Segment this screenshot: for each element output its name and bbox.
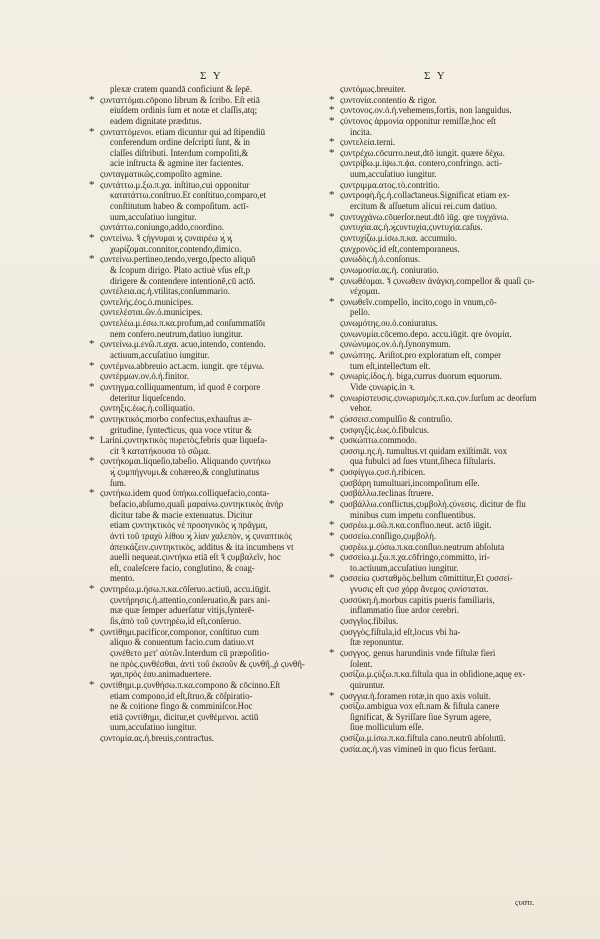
text-line	[100, 350, 330, 361]
text-line: * ϛυντήκομαι.liqueſio,tabeſio. Aliquando ϛυντήκω	[89, 455, 271, 468]
line-text: ſignificat, & Syriſſare ſiue Syrum agere,	[350, 711, 492, 722]
text-line: * ϛυντίθημι.μ.ϛυνθήσω.π.κα.compono & cōcinno.Eſt	[89, 678, 281, 691]
text-line	[100, 467, 330, 478]
text-line	[100, 371, 330, 382]
text-line	[100, 307, 330, 318]
text-line	[340, 169, 570, 180]
line-text: conferendum ordine deſcripti ſunt, & in	[110, 137, 250, 148]
text-line	[340, 733, 570, 744]
line-text: ϛυντομία.ας.ἡ.breuis,contraƈtus.	[100, 733, 214, 744]
text-line	[100, 722, 330, 733]
line-text: ἀπεικάζειν.ϛυντηκτικὸς, additus & ita incumbens vt	[110, 541, 294, 552]
text-line	[340, 84, 570, 95]
text-line	[340, 307, 570, 318]
text-line: * ϛυνταττόμενοι. etiam dicuntur qui ad ſtipendiū	[89, 125, 266, 138]
text-line: * ϛυσσείω ϛυσταθμὸς.bellum cōmittitur,Et ϛυσσεί-	[329, 572, 513, 585]
line-text: eadem dignitate prædıtus.	[110, 115, 202, 126]
text-line	[100, 265, 330, 276]
line-text: ϛυντίθημι.pacificor,componor, conſtituo cum	[100, 626, 259, 637]
line-text: ϛυντηρέω.μ.ήσω.π.κα.cōſeruo.actiuū, accu.iūgit.	[100, 584, 271, 595]
text-line	[100, 201, 330, 212]
line-text: ϛυντελής.ἐος.ὁ.municipes.	[100, 296, 194, 307]
text-line	[100, 158, 330, 169]
line-text: etiam ϛυντηκτικὸς νὲ προσηνικὸς ϗ̀ πρᾶγμα,	[110, 520, 268, 531]
text-line	[340, 425, 570, 436]
line-text: κατατάττω.conſtruo.Et conſtituo,comparo,et	[110, 190, 267, 201]
line-text: ſtæ reponuntur.	[350, 637, 404, 648]
line-text: nem confero.neutrum,datiuo iungitur.	[110, 328, 243, 339]
line-text: ϛυντονία.contentio & rigor.	[340, 94, 437, 105]
text-line: * ϛυντηγμα.colliquamentum, id quod ē corpore	[89, 380, 261, 393]
text-line	[100, 244, 330, 255]
text-line: * ϛυντηκτικός.morbo confectus,exhauſtus æ-	[89, 412, 252, 425]
line-text: γνυσις eſt ϛυσ χόρρ ἄνεμος ϛυνίσταται.	[350, 584, 489, 595]
text-line	[100, 701, 330, 712]
text-line	[100, 169, 330, 180]
line-text: ϛυνωνυμία.cōcemo.depo. accu.iūgit. qre ὀνομία.	[340, 328, 512, 339]
text-line	[100, 648, 330, 659]
text-line	[100, 605, 330, 616]
line-text: ϛυντήκω.idem quod ὑπήκω.colliquefacio,conta-	[100, 488, 270, 499]
line-text: incita.	[350, 126, 372, 137]
line-text: ϛυνώπτης. Ariſtot.pro exploratum eſt, comper	[340, 350, 502, 361]
line-text: dirigere & contendere intentionē,cū actō.	[110, 275, 256, 286]
line-text: ϗ̀ ϛυμπήγνυμι.& cohæreo,& conglutinatus	[110, 467, 260, 478]
text-line	[340, 233, 570, 244]
line-text: ϛυσγγῖος.fibilus.	[340, 616, 399, 627]
line-text: ϛυνέθετο μετ' αὐτῶν.Interdum cū præpoſitio-	[110, 647, 270, 658]
line-text: ϛυσίζω.μ.ίσω.π.κα.fiſtula cano.neutrū abſolutū.	[340, 733, 506, 744]
text-line	[340, 616, 570, 627]
line-text: ϛυνωρίστευσις.ϛυνωρισμὸς.π.κα.ϛυν.ſurſum ac deorſum	[340, 392, 537, 403]
line-text: ϛυνωθέομαι. ꝛ̃ ϛυνωθειν ἀνάγκη.compellor & quaſi ϛυ-	[340, 275, 535, 286]
line-text: ϛυσγγια.ἡ.foramen rotæ,in quo axis voluit.	[340, 690, 491, 701]
text-line: * ϛυντυγχάνω.cōuerſor.neut.dtō iūg. qre τυγχάνω.	[329, 210, 509, 223]
text-line: * ϛυνωρὶς.ἰδος.ἡ. biga,currus duorum equorum.	[329, 370, 502, 383]
line-text: cit ꝛ̃ κατατήκουσα τὸ σῶμα.	[110, 445, 211, 456]
line-text: uum,accuſatiuo iungitur.	[110, 211, 197, 222]
line-text: ϛυντονος.ον.ὁ.ἡ.vehemens,fortis, non languidus.	[340, 105, 512, 116]
line-text: χωρίζομαι.connitor,contendo,dimico.	[110, 243, 242, 254]
line-text: ϗαι,πρὸς ἑαυ.animaduertere.	[110, 669, 212, 680]
text-line	[340, 286, 570, 297]
text-line	[100, 105, 330, 116]
text-line	[340, 488, 570, 499]
line-text: ϛυσρέω.μ.ϛύσω.π.κα.conſluo.neutrum abſoluta	[340, 541, 505, 552]
text-line: * ϛυντρέχω.cōcurro.neut,dtō iungit. quære δέχω.	[329, 146, 505, 159]
line-text: Vide ϛυνωρίς.in ꝛ.	[350, 381, 416, 392]
line-text: ϛυντυγχάνω.cōuerſor.neut.dtō iūg. qre τυγχάνω.	[340, 211, 509, 222]
line-text: ϛυνωδὸς.ἡ.ὁ.conſonus.	[340, 254, 421, 265]
line-text: ϛυντέρμων.ον.ὁ.ἡ.finitor.	[100, 371, 189, 382]
line-text: uum,accuſatiuo iungitur.	[110, 722, 197, 733]
text-line: * ϛυντροφὴ.ῆς.ἡ.collaƈtaneus.Significat etiam ex-	[329, 189, 510, 202]
text-line: * ϛυντάττω.μ.ξω.π.χα. inſtituo,cui opponitur	[89, 178, 250, 191]
text-line	[340, 680, 570, 691]
text-line	[340, 244, 570, 255]
header-right-letters: Σ Υ	[424, 70, 447, 82]
text-line	[340, 329, 570, 340]
line-text: ϛυντήρησις.ἡ.attentio,conſeruatio,& pars ani-	[110, 594, 271, 605]
text-line	[100, 552, 330, 563]
text-line	[100, 403, 330, 414]
text-line	[100, 659, 330, 670]
line-text: ϛυσφίγγω.ϛυσ.ἡ.ribicen.	[340, 467, 426, 478]
line-text: & ſcopum dirigo. Plato actiuè vſus eſt,p	[110, 264, 251, 275]
text-line	[340, 712, 570, 723]
line-text: ϛυνωμότης.ου.ὁ.coniuratus.	[340, 318, 439, 329]
line-text: ϛυσρέω.μ.σῶ.π.κα.confluo.neut. actō iūgit.	[340, 520, 492, 531]
text-line	[100, 563, 330, 574]
line-text: ϛυντηγμα.colliquamentum, id quod ē corpore	[100, 381, 261, 392]
text-line	[100, 616, 330, 627]
text-line	[340, 180, 570, 191]
line-text: ϛυντέλεια.ας.ἡ.vtilitas,conſummario.	[100, 286, 230, 297]
line-text: plexæ cratem quandā conficiunt & ſepē.	[110, 84, 252, 94]
text-line	[340, 605, 570, 616]
text-line	[340, 254, 570, 265]
text-line: * Larini.ϛυντηκτικὸς πυρετὸς,febris quæ liquefa-	[89, 434, 268, 447]
line-text: ϛυντυχία.ας.ἡ.ϗ̀ϛυντυχία,ϛυντυχία.caſus.	[340, 222, 483, 233]
line-text: uum,accuſatiuo iungitur.	[350, 169, 437, 180]
text-line	[340, 318, 570, 329]
line-text: ϛυντάττω.coniungo,addo,coordino.	[100, 222, 225, 233]
line-text: ϛυσβάλλω.conflictus,ϛυμβολὴ.ϛύνεσις. dicitur de flu	[340, 498, 526, 509]
header-left-letters: Σ Υ	[200, 70, 223, 82]
line-text: ϛυσσείω.conſligo,ϛυμβολὴ.	[340, 530, 437, 541]
text-line	[340, 701, 570, 712]
text-line: * ϛυντελεία.terni.	[329, 136, 396, 149]
text-line	[100, 712, 330, 723]
line-text: aliquo & conuentum facio.cum datiuo.vt	[110, 637, 254, 648]
line-text: ercitum & aſſuetum alicui rei.cum datiuo.	[350, 201, 498, 212]
text-line	[100, 222, 330, 233]
line-text: befacio,abſumo,quaſi μαραίνω.ϛυντηκτικὸς ἀνὴρ	[110, 498, 284, 509]
line-text: ϛυνωρὶς.ἰδος.ἡ. biga,currus duorum equorum.	[340, 371, 502, 382]
text-line	[340, 222, 570, 233]
text-line: * ϛυνωθεῖν.compello, incito,cogo in vnum,cō-	[329, 295, 497, 308]
line-text: dicitur tabe & macie extenuatus. Dicitur	[110, 509, 253, 520]
text-line	[100, 212, 330, 223]
text-line	[100, 425, 330, 436]
line-text: ϛυνώνυμος.ον.ὁ.ἡ.ſynonymum.	[340, 339, 451, 350]
line-text: ϛυσσύκη.ἡ.morbus capitis pueris familiaris,	[340, 594, 495, 605]
line-text: ϛυνωθεῖν.compello, incito,cogo in vnum,cō-	[340, 296, 497, 307]
line-text: ϛυνταγματικῶς.compoſito agmine.	[100, 169, 223, 180]
text-line	[340, 722, 570, 733]
text-line	[340, 201, 570, 212]
line-text: tum eſt,intelleƈtum eſt.	[350, 360, 431, 371]
line-text: ϛυσγγος. genus harundinis vnde fiſtulæ fieri	[340, 647, 496, 658]
text-line: * ϛυνταττόμαι.cōpono librum & ſcribo. Eſt etiā	[89, 93, 260, 106]
text-line: * ϛυντηρέω.μ.ήσω.π.κα.cōſeruo.actiuū, accu.iūgit.	[89, 583, 271, 596]
left-column	[89, 84, 330, 744]
line-text: etiā ϛυντίθημι, dicitur,et ϛυνθέμενοι. actiū	[110, 711, 259, 722]
text-line	[340, 744, 570, 755]
line-text: ϛυντάττω.μ.ξω.π.χα. inſtituo,cui opponitur	[100, 179, 250, 190]
text-line	[100, 733, 330, 744]
text-line: * ϛυσβάλλω.conflictus,ϛυμβολὴ.ϛύνεσις. dicitur de flu	[329, 497, 526, 510]
line-text: ϛυνταττόμενοι. etiam dicuntur qui ad ſtipendiū	[100, 126, 266, 137]
line-text: ϛυντελεία.terni.	[340, 137, 396, 148]
line-text: ϛύσσεισ.compulſio & contruſio.	[340, 413, 453, 424]
line-text: ϛυσσείω ϛυσταθμὸς.bellum cōmittitur,Et ϛυσσεί-	[340, 573, 513, 584]
line-text: ϛυντυχίζω.μ.ίσω.π.κα. accumulo.	[340, 232, 457, 243]
text-line: * ϛυσκώπτω.commodo.	[329, 434, 417, 447]
text-line	[100, 116, 330, 127]
text-line: * ϛυσσείω.conſligo,ϛυμβολὴ.	[329, 529, 437, 542]
line-text: ϛυντόμως.breuiter.	[340, 84, 406, 94]
text-line: * ϛυντήκω.idem quod ὑπήκω.colliquefacio,conta-	[89, 487, 270, 500]
text-line: * ϛυντείνω.μ.ενῶ.π.αχα. acuo,intendo, contendo.	[89, 338, 266, 351]
line-text: ϛυντελέω.μ.έσω.π.κα.profum,ad conſummatīōı	[100, 318, 266, 329]
text-line: * ϛύσσεισ.compulſio & contruſio.	[329, 412, 453, 425]
text-line	[100, 595, 330, 606]
line-text: actiuum,accuſatiuo iungitur.	[110, 350, 210, 361]
text-line	[100, 84, 330, 95]
line-text: minibus cum impetu confluentibus.	[350, 509, 476, 520]
line-text: ϛυσία.ας.ἡ.vas vimineū in quo ficus ferūant.	[340, 743, 497, 754]
text-line	[340, 627, 570, 638]
catchword: ϛυστι.	[515, 897, 535, 907]
text-line: * ϛυσφίγγω.ϛυσ.ἡ.ribicen.	[329, 466, 426, 479]
text-line	[100, 499, 330, 510]
text-line: * ϛυντίθημι.pacificor,componor, conſtituo cum	[89, 625, 259, 638]
text-line	[340, 382, 570, 393]
text-line	[100, 520, 330, 531]
text-line	[340, 542, 570, 553]
text-line	[340, 595, 570, 606]
text-line: * ϛυνωθέομαι. ꝛ̃ ϛυνωθειν ἀνάγκη.compellor & quaſi ϛυ-	[329, 274, 535, 287]
line-text: ϛυνωμοσία.ας.ἡ. coniuratio.	[340, 264, 439, 275]
text-line: * ϛυσρέω.μ.σῶ.π.κα.confluo.neut. actō iūgit.	[329, 519, 492, 532]
line-text: ϛυνχρονὸς.id eſt,contemporaneus.	[340, 243, 460, 254]
line-text: pello.	[350, 307, 370, 318]
right-column	[329, 84, 570, 754]
line-text: ϛυντροφὴ.ῆς.ἡ.collaƈtaneus.Significat etiam ex-	[340, 190, 510, 201]
line-text: ne & coitione fingo & comminiſcor.Hoc	[110, 701, 253, 712]
line-text: eſt, coaleſcere facio, conglutino, & coag-	[110, 562, 255, 573]
text-line: * ϛυσγγια.ἡ.foramen rotæ,in quo axis voluit.	[329, 689, 491, 702]
line-text: Larini.ϛυντηκτικὸς πυρετὸς,febris quæ liquefa-	[100, 435, 268, 446]
line-text: ſolent.	[350, 658, 373, 669]
line-text: conſtitutum habeo & compoſitum. actī-	[110, 201, 249, 212]
line-text: ϛυσίζω.μ.ϛύξω.π.κα.fiſtula qua in obſidione,aquę ex-	[340, 669, 526, 680]
line-text: eiuſdem ordinis ſum et notæ et claſſis,atq;	[110, 105, 258, 116]
text-line	[100, 478, 330, 489]
text-line	[340, 339, 570, 350]
line-text: mento.	[110, 573, 135, 584]
text-line	[100, 137, 330, 148]
text-line	[340, 659, 570, 670]
line-text: ſiue molliculum eſſe.	[350, 722, 424, 733]
text-line: * ϛυντονος.ον.ὁ.ἡ.vehemens,fortis, non languidus.	[329, 104, 512, 117]
line-text: quiruntur.	[350, 679, 385, 690]
line-text: acie inſtructa & agmine iter facientes.	[110, 158, 244, 169]
line-text: ϛυσβάλλω.teclinas ſtruere.	[340, 488, 434, 499]
text-line	[100, 286, 330, 297]
text-line	[340, 158, 570, 169]
text-line: * ϛυνωρίστευσις.ϛυνωρισμὸς.π.κα.ϛυν.ſurſum ac deorſum	[329, 391, 537, 404]
text-line: * ϛύντονος ἁρμονία opponitur remiſſæ,hoc eſt	[329, 114, 496, 127]
line-text: ἀντὶ τοῦ τραχὺ λίθου ϗ̀ λίαν χαλεπὸν, ϗ̀ ϛυναπτικὸς	[110, 530, 293, 541]
line-text: etiam compono,id eſt,ſtruo,& cōſpiratio-	[110, 690, 253, 701]
line-text: ϛυσίζω.ambigua vox eſt.nam & fiſtula canere	[340, 701, 500, 712]
line-text: auelli nequeat.ϛυντήκω etiā eſt ꝛ̃ ϛυμβαλεῖν, hoc	[110, 552, 281, 563]
text-line	[340, 478, 570, 489]
line-text: ſum.	[110, 477, 127, 488]
text-line	[100, 531, 330, 542]
text-line: * ϛυντέμνω.abbreuio act.acm. iungit. qre τέμνω.	[89, 359, 265, 372]
text-line: * ϛυνώπτης. Ariſtot.pro exploratum eſt, comper	[329, 349, 502, 362]
text-line: * ϛυσγγος. genus harundinis vnde fiſtulæ fieri	[329, 646, 496, 659]
text-line: * ϛυσσείω.μ.ξω.π.χα.cōfringo,committo, iri-	[329, 551, 490, 564]
line-text: ϛυντρέχω.cōcurro.neut,dtō iungit. quære δέχω.	[340, 147, 505, 158]
line-text: ϛυντείνω.pertineo,tendo,vergo,ſpecto aliquō	[100, 254, 256, 265]
line-text: vehor.	[350, 403, 372, 414]
text-line	[100, 276, 330, 287]
line-text: ϛυσσείω.μ.ξω.π.χα.cōfringo,committo, iri-	[340, 552, 490, 563]
text-line	[100, 669, 330, 680]
text-line	[100, 542, 330, 553]
line-text: ϛυντηξις.ἐως.ἡ.colliquatio.	[100, 403, 195, 414]
text-line	[100, 329, 330, 340]
line-text: ϛυντήκομαι.liqueſio,tabeſio. Aliquando ϛυντήκω	[100, 456, 271, 467]
text-line	[100, 148, 330, 159]
line-text: mæ quæ ſemper aduerſatur vitijs,ſynterē-	[110, 605, 255, 616]
line-text: ϛυντριμμα.ατος.τὸ.contritio.	[340, 179, 440, 190]
text-line	[340, 446, 570, 457]
text-line	[340, 637, 570, 648]
text-line	[340, 403, 570, 414]
text-line	[100, 573, 330, 584]
text-line: * ϛυντονία.contentio & rigor.	[329, 93, 437, 106]
line-text: to.actiuum,accuſatiuo iungitur.	[350, 562, 459, 573]
text-line	[100, 637, 330, 648]
text-line	[340, 563, 570, 574]
line-text: ϛυντείνω.μ.ενῶ.π.αχα. acuo,intendo, contendo.	[100, 339, 266, 350]
line-text: ϛυσγγὸς.fiſtula,id eſt,locus vbi ha-	[340, 626, 461, 637]
line-text: ϛυσφιγξίς.ἐως.ὁ.fibulcus.	[340, 424, 430, 435]
text-line	[340, 361, 570, 372]
line-text: ϛυντρίβω.μ.ίψω.π.ϕα. contero,confringo. acti-	[340, 158, 503, 169]
text-line	[340, 584, 570, 595]
text-line	[340, 456, 570, 467]
line-text: qua fubulci ad ſues vtunt,ſiheca fiſtularis.	[350, 456, 496, 467]
text-line	[340, 510, 570, 521]
line-text: ϛυντελέσται.ῶν.ὁ.municipes.	[100, 307, 203, 318]
line-text: inflammatio ſiue ardor cerebri.	[350, 605, 459, 616]
line-text: deteritur liqueſcendo.	[110, 392, 186, 403]
line-text: claſſes diſtributi. Interdum compoſiti,&	[110, 147, 249, 158]
text-line	[100, 190, 330, 201]
line-text: ne πρὸς.ϛυνθέσθαι, ἀντὶ τοῦ ἐκσοῦν & ϛυνθῆ.,ῤ ϛυνθῆ-	[110, 658, 305, 669]
line-text: ϛυσσιμ.ης.ἡ. tumultus.vt quidam exiſtimāt. vox	[340, 445, 508, 456]
line-text: ϛυντείνω. ꝛ̃ ϛήγνυμαι ϗ̀ ϛυναιρέω ϗ̀ ϗ̀	[100, 232, 232, 243]
line-text: ϛυντίθημι.μ.ϛυνθήσω.π.κα.compono & cōcinno.Eſt	[100, 679, 281, 690]
line-text: ϛυσκώπτω.commodo.	[340, 435, 417, 446]
text-line	[100, 318, 330, 329]
text-line	[100, 446, 330, 457]
text-line: * ϛυντείνω.pertineo,tendo,vergo,ſpecto aliquō	[89, 253, 256, 266]
text-line	[100, 510, 330, 521]
line-text: ſis,ἀπὸ τοῦ ϛυντηρέω,id eſt,conſeruo.	[110, 616, 242, 627]
text-line	[100, 393, 330, 404]
line-text: ϛύντονος ἁρμονία opponitur remiſſæ,hoc eſt	[340, 115, 496, 126]
text-line	[100, 691, 330, 702]
line-text: νέχομαι.	[350, 286, 380, 297]
text-line: * ϛυντείνω. ꝛ̃ ϛήγνυμαι ϗ̀ ϛυναιρέω ϗ̀ ϗ̀	[89, 231, 232, 244]
line-text: ϛυσβάρη tumultuari,incompoſitum eſſe.	[340, 477, 480, 488]
text-line	[340, 127, 570, 138]
line-text: ϛυνταττόμαι.cōpono librum & ſcribo. Eſt etiā	[100, 94, 260, 105]
text-line	[100, 297, 330, 308]
text-line	[340, 265, 570, 276]
line-text: ϛυντέμνω.abbreuio act.acm. iungit. qre τέμνω.	[100, 360, 265, 371]
text-line	[340, 669, 570, 680]
line-text: ϛυντηκτικός.morbo confectus,exhauſtus æ-	[100, 413, 252, 424]
running-header	[0, 70, 600, 84]
line-text: gritudine, ſynteƈticus, qua voce vtitur &	[110, 424, 252, 435]
